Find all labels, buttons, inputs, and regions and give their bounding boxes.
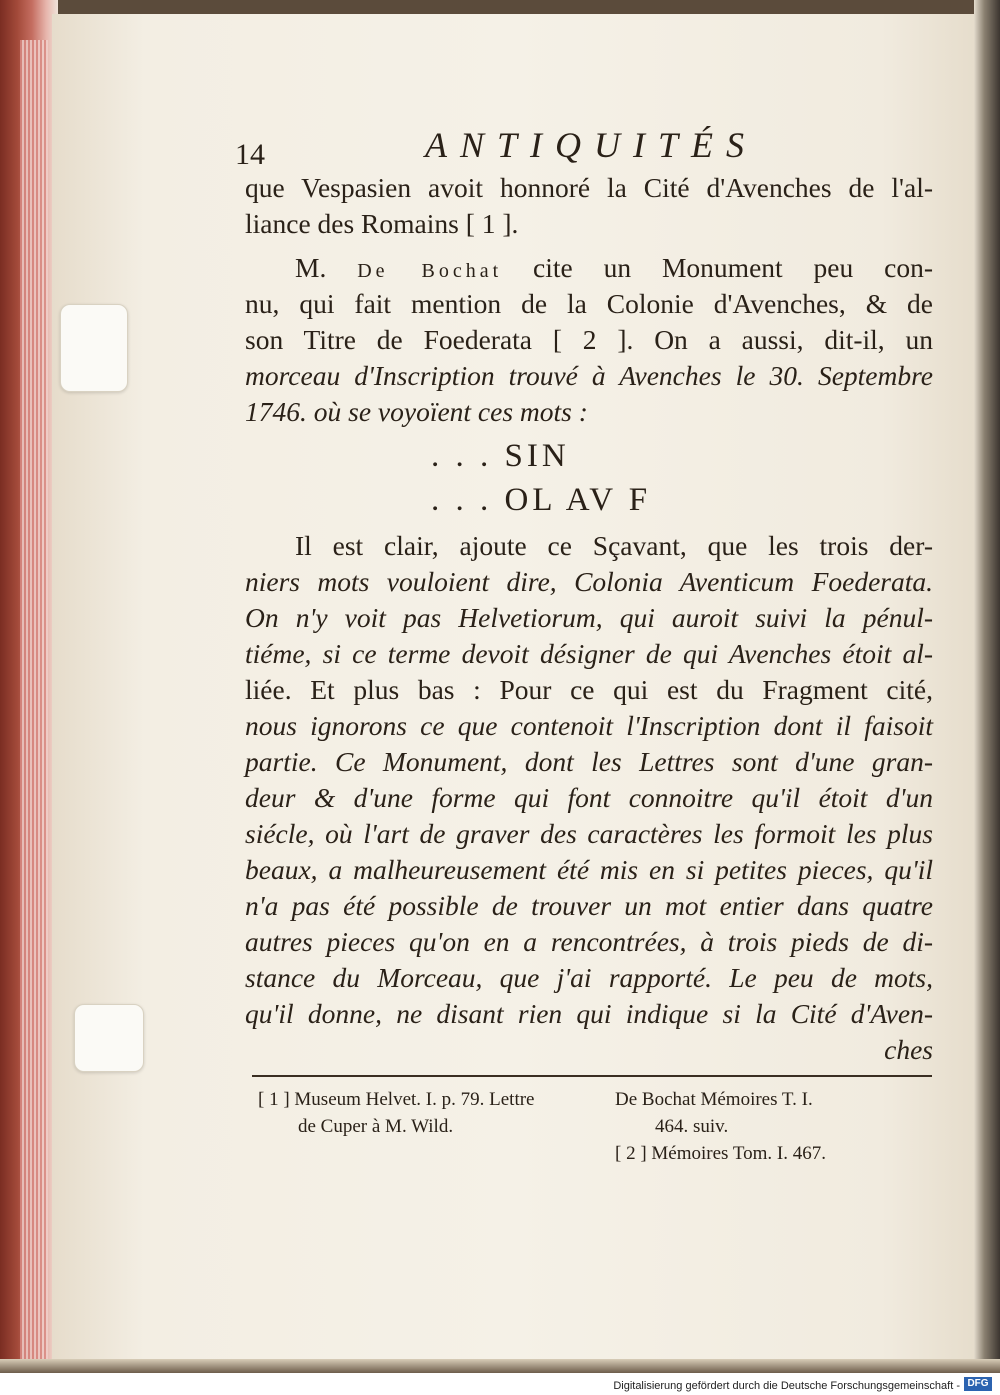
text-line: deur & d'une forme qui font connoitre qu'il étoit d'un — [245, 782, 933, 813]
text-line: son Titre de Foederata [ 2 ]. On a aussi, dit-il, un — [245, 324, 933, 355]
page-header — [235, 124, 935, 174]
page-number: 14 — [235, 138, 265, 171]
book-cover-bottom-edge — [0, 1359, 1000, 1373]
text-line: tiéme, si ce terme devoit désigner de qui Avenches étoit al- — [245, 638, 933, 669]
text-line: beaux, a malheureusement été mis en si petites pieces, qu'il — [245, 854, 933, 885]
inscription-line: . . . OL AV F — [431, 482, 652, 518]
text-line: siécle, où l'art de graver des caractères les formoit les plus — [245, 818, 933, 849]
text-line: On n'y voit pas Helvetiorum, qui auroit suivi la pénul- — [245, 602, 933, 633]
text-line: niers mots vouloient dire, Colonia Aventicum Foederata. — [245, 566, 933, 597]
text-line: partie. Ce Monument, dont les Lettres sont d'une gran- — [245, 746, 933, 777]
footnote-rule — [252, 1075, 932, 1077]
footnote-left — [258, 1086, 588, 1140]
text-run: cite un Monument peu con- — [502, 252, 933, 283]
text-line: liée. Et plus bas : Pour ce qui est du Fragment cité, — [245, 674, 933, 705]
page-edges-stack — [20, 40, 48, 1370]
inscription-line: . . . SIN — [431, 438, 570, 474]
text-line: qu'il donne, ne disant rien qui indique si la Cité d'Aven- — [245, 998, 933, 1029]
text-line: 1746. où se voyoïent ces mots : — [245, 396, 588, 427]
text-line: stance du Morceau, que j'ai rapporté. Le peu de mots, — [245, 962, 933, 993]
text-line: morceau d'Inscription trouvé à Avenches le 30. Septembre — [245, 360, 933, 391]
text-line: Il est clair, ajoute ce Sçavant, que les trois der- — [295, 530, 933, 561]
footnote-line: de Cuper à M. Wild. — [298, 1116, 454, 1137]
book-cover-right-edge — [974, 0, 1000, 1395]
text-line: liance des Romains [ 1 ]. — [245, 208, 519, 239]
running-title: ANTIQUITÉS — [425, 125, 758, 165]
text-line: nous ignorons ce que contenoit l'Inscription dont il faisoit — [245, 710, 933, 741]
text-line: que Vespasien avoit honnoré la Cité d'Avenches de l'al- — [245, 172, 933, 203]
footnote-line: 464. suiv. — [655, 1116, 729, 1137]
author-name: De Bochat — [357, 260, 503, 282]
footnote-line: De Bochat Mémoires T. I. — [615, 1089, 813, 1110]
digitization-credit: Digitalisierung gefördert durch die Deutsche Forschungsgemeinschaft - — [613, 1380, 960, 1392]
book-cover-top-edge — [0, 0, 1000, 14]
text-run: M. — [295, 252, 327, 283]
footnote-line: [ 2 ] Mémoires Tom. I. 467. — [615, 1143, 826, 1164]
body-text — [245, 170, 933, 1068]
text-line — [245, 250, 933, 286]
text-line: autres pieces qu'on en a rencontrées, à trois pieds de di- — [245, 926, 933, 957]
footnote-line: [ 1 ] Museum Helvet. I. p. 79. Lettre — [258, 1089, 535, 1110]
dfg-logo-icon: DFG — [964, 1377, 992, 1391]
page-tab-marker — [74, 1004, 144, 1072]
text-line: nu, qui fait mention de la Colonie d'Avenches, & de — [245, 288, 933, 319]
footnote-right — [615, 1086, 945, 1167]
digitization-footer — [0, 1373, 1000, 1395]
text-line: n'a pas été possible de trouver un mot entier dans quatre — [245, 890, 933, 921]
page-tab-marker — [60, 304, 128, 392]
catchword: ches — [884, 1034, 933, 1065]
